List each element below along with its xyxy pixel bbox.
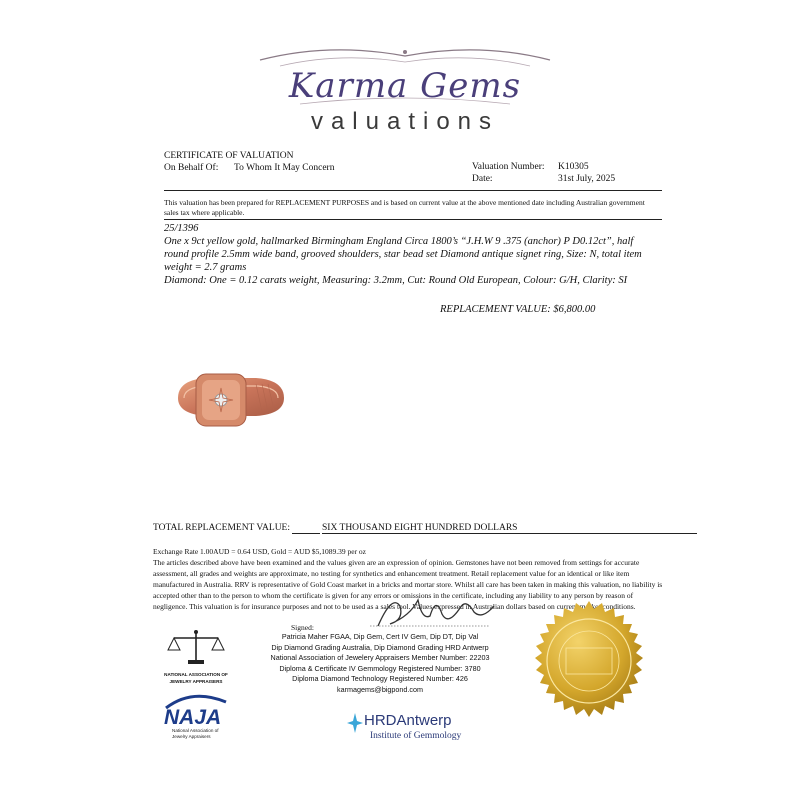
total-underline-right [517, 523, 697, 534]
gold-seal [528, 600, 650, 722]
diamond-details: Diamond: One = 0.12 carats weight, Measuring: 3.2mm, Cut: Round Old European, Colour: G/H, Clarity: SI [164, 275, 628, 286]
header-divider [164, 190, 662, 191]
disclaimer-text: The articles described above have been examined and the values given are an expression of opinion. Gemstones have not been removed from settings for accurate assessment, all grades and weights are approximate, no testing for synthetics and enhancement treatment. Retail replacement value for an identical or like item manufactured in Australia. RRV is representative of Gold Coast market in a bricks and mortar store. Whilst all care has been taken in making this valuation, no liability is accepted other than to the person to whom the certificate is given for any errors or omissions in the certificate, including any liability to any person by reason of negligence. This valuation is for insurance purposes and not to be used as a sales tool. Values expressed in Australian dollars based on current market conditions. [153, 558, 663, 611]
date-label: Date: [472, 174, 493, 184]
on-behalf-value: To Whom It May Concern [234, 163, 335, 173]
certificate-header [164, 150, 334, 174]
credential-line: Dip Diamond Grading Australia, Dip Diamond Grading HRD Antwerp [271, 642, 489, 652]
naja-appraisers-logo [160, 628, 232, 683]
exchange-rate: Exchange Rate 1.00AUD = 0.64 USD, Gold = AUD $5,1089.39 per oz [153, 547, 367, 556]
hrd-antwerp-logo [346, 712, 466, 748]
naja-wordmark: NAJA [164, 706, 222, 729]
valuation-number-label: Valuation Number: [472, 162, 545, 172]
logo-brand-name: Karma Gems [288, 66, 522, 106]
brand-logo [240, 30, 570, 135]
credential-line: Patricia Maher FGAA, Dip Gem, Cert IV Gem, Dip DT, Dip Val [281, 632, 479, 641]
naja-text [172, 728, 218, 740]
on-behalf-label: On Behalf Of: [164, 163, 219, 173]
replacement-value: REPLACEMENT VALUE: $6,800.00 [440, 304, 596, 315]
total-underline-left [292, 523, 320, 534]
ring-photo [176, 368, 286, 432]
scales-icon [160, 628, 232, 666]
hrd-subtitle: Institute of Gemmology [370, 731, 462, 741]
contact-email: karmagems@bigpond.com [337, 684, 423, 694]
signature-image [370, 586, 520, 634]
naja-appraisers-text-1: NATIONAL ASSOCIATION OF [164, 672, 228, 677]
credential-line: Diploma & Certificate IV Gemmology Registered Number: 3780 [279, 663, 481, 673]
naja-text-line-2: Jewelry Appraisers [172, 734, 211, 739]
item-reference: 25/1396 [164, 223, 199, 234]
total-label: TOTAL REPLACEMENT VALUE: [153, 523, 290, 533]
valuation-meta [472, 161, 615, 185]
item-description [164, 222, 660, 287]
total-amount-words: SIX THOUSAND EIGHT HUNDRED DOLLARS [322, 523, 518, 533]
purpose-divider [164, 219, 662, 220]
certificate-title: CERTIFICATE OF VALUATION [164, 151, 294, 161]
naja-logo [162, 690, 232, 744]
total-replacement-value [153, 523, 697, 534]
credential-line: Diploma Diamond Technology Registered Number: 426 [292, 674, 468, 684]
signed-label: Signed: [291, 623, 314, 632]
valuation-number-value: K10305 [558, 162, 589, 172]
logo-subtitle: valuations [310, 108, 500, 135]
naja-text-line-1: National Association of [172, 728, 219, 733]
hrd-star-icon [346, 712, 364, 734]
purpose-statement: This valuation has been prepared for REPLACEMENT PURPOSES and is based on current value at the above mentioned date including Australian government sales tax where applicable. [164, 198, 645, 217]
naja-appraisers-text-2: JEWELRY APPRAISERS [169, 679, 223, 684]
credential-line: National Association of Jewelery Appraisers Member Number: 22203 [270, 653, 490, 663]
date-value: 31st July, 2025 [558, 174, 616, 184]
appraiser-credentials [230, 632, 530, 696]
hrd-name: HRDAntwerp [364, 712, 452, 729]
item-details: One x 9ct yellow gold, hallmarked Birmingham England Circa 1800’s “J.H.W 9 .375 (anchor) P D0.12ct”, half round profile 2.5mm wide band, grooved shoulders, star bead set Diamond antique signet ring, Size: N, total item weight = 2.7 grams [164, 236, 642, 273]
